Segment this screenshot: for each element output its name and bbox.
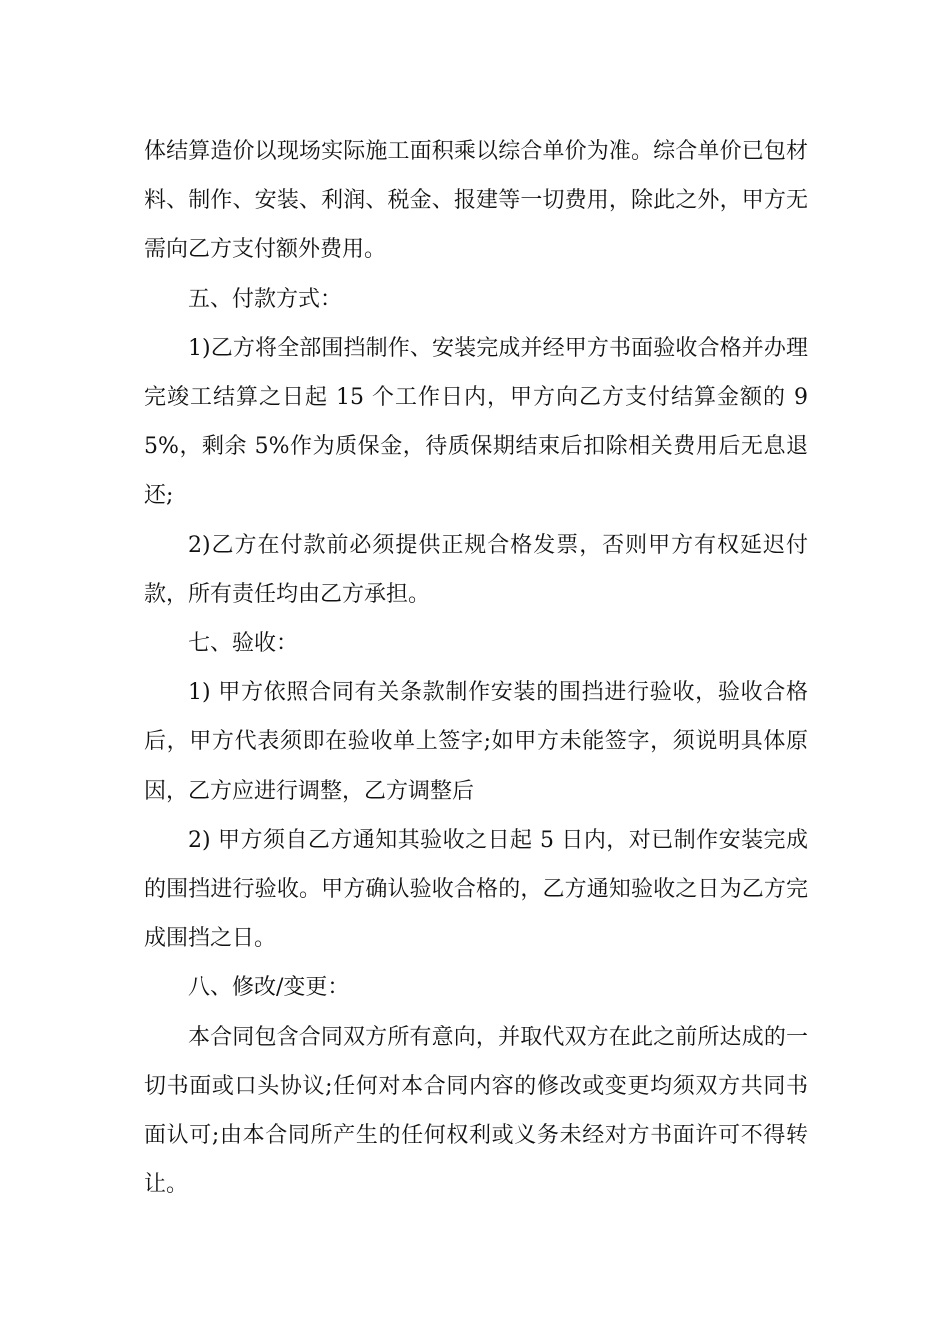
paragraph-acceptance-clause-1: 1) 甲方依照合同有关条款制作安装的围挡进行验收，验收合格后，甲方代表须即在验收单上签字;如甲方未能签字，须说明具体原因，乙方应进行调整，乙方调整后 (144, 680, 808, 804)
paragraph-modification-clause: 本合同包含合同双方所有意向，并取代双方在此之前所达成的一切书面或口头协议;任何对本合同内容的修改或变更均须双方共同书面认可;由本合同所产生的任何权利或义务未经对方书面许可不得转让。 (144, 1024, 808, 1198)
heading-payment-method: 五、付款方式： (188, 286, 343, 312)
paragraph-payment-clause-2: 2)乙方在付款前必须提供正规合格发票，否则甲方有权延迟付款，所有责任均由乙方承担。 (144, 532, 808, 607)
heading-acceptance: 七、验收： (188, 631, 299, 657)
heading-modification: 八、修改/变更： (188, 975, 350, 1001)
paragraph-payment-clause-1: 1)乙方将全部围挡制作、安装完成并经甲方书面验收合格并办理完竣工结算之日起 15 个工作日内，甲方向乙方支付结算金额的 95%，剩余 5%作为质保金，待质保期结束后扣除相关费用后无息退还; (144, 335, 808, 509)
paragraph-acceptance-clause-2: 2) 甲方须自乙方通知其验收之日起 5 日内，对已制作安装完成的围挡进行验收。甲方确认验收合格的，乙方通知验收之日为乙方完成围挡之日。 (144, 827, 808, 952)
paragraph-settlement-price: 体结算造价以现场实际施工面积乘以综合单价为准。综合单价已包材料、制作、安装、利润、税金、报建等一切费用，除此之外，甲方无需向乙方支付额外费用。 (144, 139, 808, 263)
document-body (144, 127, 808, 1209)
